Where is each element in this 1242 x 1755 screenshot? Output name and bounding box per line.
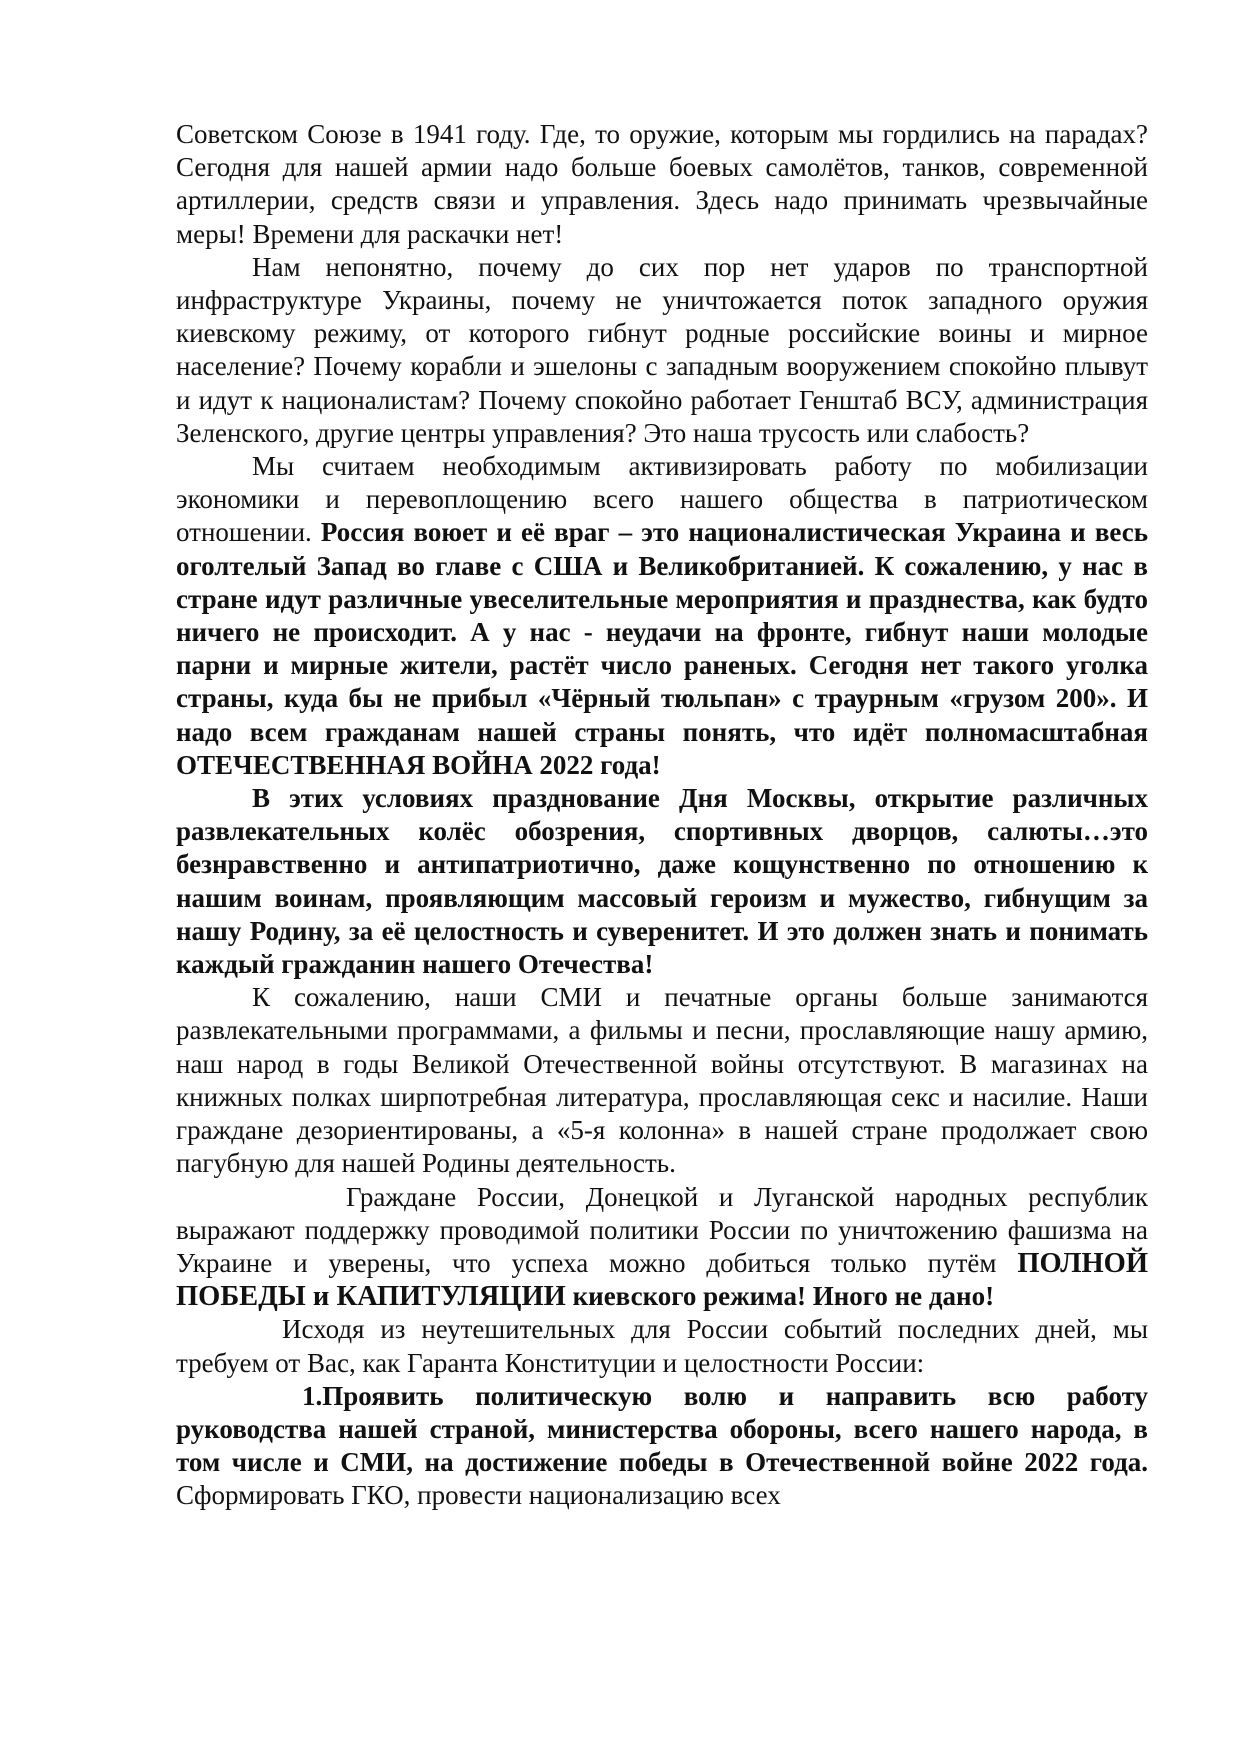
paragraph-demand-1-normal: Сформировать ГКО, провести национализацию всех — [176, 1480, 781, 1511]
paragraph-citizens-normal: Граждане России, Донецкой и Луганской народных республик выражают поддержку проводимой политики России по уничтожению фашизма на Украине и уверены, что успеха можно добиться только путём — [176, 1181, 1148, 1278]
paragraph-demands: Исходя из неутешительных для России событий последних дней, мы требуем от Вас, как Гаранта Конституции и целостности России: — [176, 1314, 1148, 1378]
paragraph-mobilization-normal: Мы считаем необходимым активизировать работу по мобилизации экономики и перевоплощению всего нашего общества в патриотическом отношении. — [176, 451, 1148, 548]
document-page — [176, 118, 1148, 1513]
paragraph-citizens-bold: киевского режима! Иного не дано! — [565, 1281, 995, 1312]
paragraph-demand-1-bold: 1.Проявить политическую волю и направить всю работу руководства нашей страной, министерства обороны, всего нашего народа, в том числе и СМИ, на достижение победы в Отечественной войне 2022 года. — [176, 1380, 1148, 1478]
paragraph-weapons: Советском Союзе в 1941 году. Где, то оружие, которым мы гордились на парадах? Сегодня для нашей армии надо больше боевых самолётов, танков, современной артиллерии, средств связи и управления. Здесь надо принимать чрезвычайные меры! Времени для раскачки нет! — [176, 119, 1148, 249]
paragraph-media: К сожалению, наши СМИ и печатные органы больше занимаются развлекательными программами, а фильмы и песни, прославляющие нашу армию, наш народ в годы Великой Отечественной войны отсутствуют. В магазинах на книжных полках ширпотребная литература, прославляющая секс и насилие. Наши граждане дезориентированы, а «5-я колонна» в нашей стране продолжает свою пагубную для нашей Родины деятельность. — [176, 982, 1148, 1179]
paragraph-mobilization — [176, 450, 1148, 782]
paragraph-citizens — [176, 1181, 1148, 1314]
paragraph-infrastructure: Нам непонятно, почему до сих пор нет ударов по транспортной инфраструктуре Украины, почему не уничтожается поток западного оружия киевскому режиму, от которого гибнут родные российские воины и мирное население? Почему корабли и эшелоны с западным вооружением спокойно плывут и идут к националистам? Почему спокойно работает Генштаб ВСУ, администрация Зеленского, другие центры управления? Это наша трусость или слабость? — [176, 251, 1148, 448]
paragraph-mobilization-bold: Россия воюет и её враг – это националистическая Украина и весь оголтелый Запад во главе с США и Великобританией. К сожалению, у нас в стране идут различные увеселительные мероприятия и празднества, как будто ничего не происходит. А у нас - неудачи на фронте, гибнут наши молодые парни и мирные жители, растёт число раненых. Сегодня нет такого уголка страны, куда бы не прибыл «Чёрный тюльпан» с траурным «грузом 200». И надо всем гражданам нашей страны понять, что идёт полномасштабная ОТЕЧЕСТВЕННАЯ ВОЙНА 2022 года! — [176, 517, 1149, 780]
paragraph-citizens-caps: ПОЛНОЙ ПОБЕДЫ и КАПИТУЛЯЦИИ — [176, 1247, 1148, 1313]
paragraph-demand-1 — [176, 1380, 1148, 1513]
paragraph-moscow-day: В этих условиях празднование Дня Москвы, открытие различных развлекательных колёс обозрения, спортивных дворцов, салюты…это безнравственно и антипатриотично, даже кощунственно по отношению к нашим воинам, проявляющим массовый героизм и мужество, гибнущим за нашу Родину, за её целостность и суверенитет. И это должен знать и понимать каждый гражданин нашего Отечества! — [176, 783, 1148, 980]
